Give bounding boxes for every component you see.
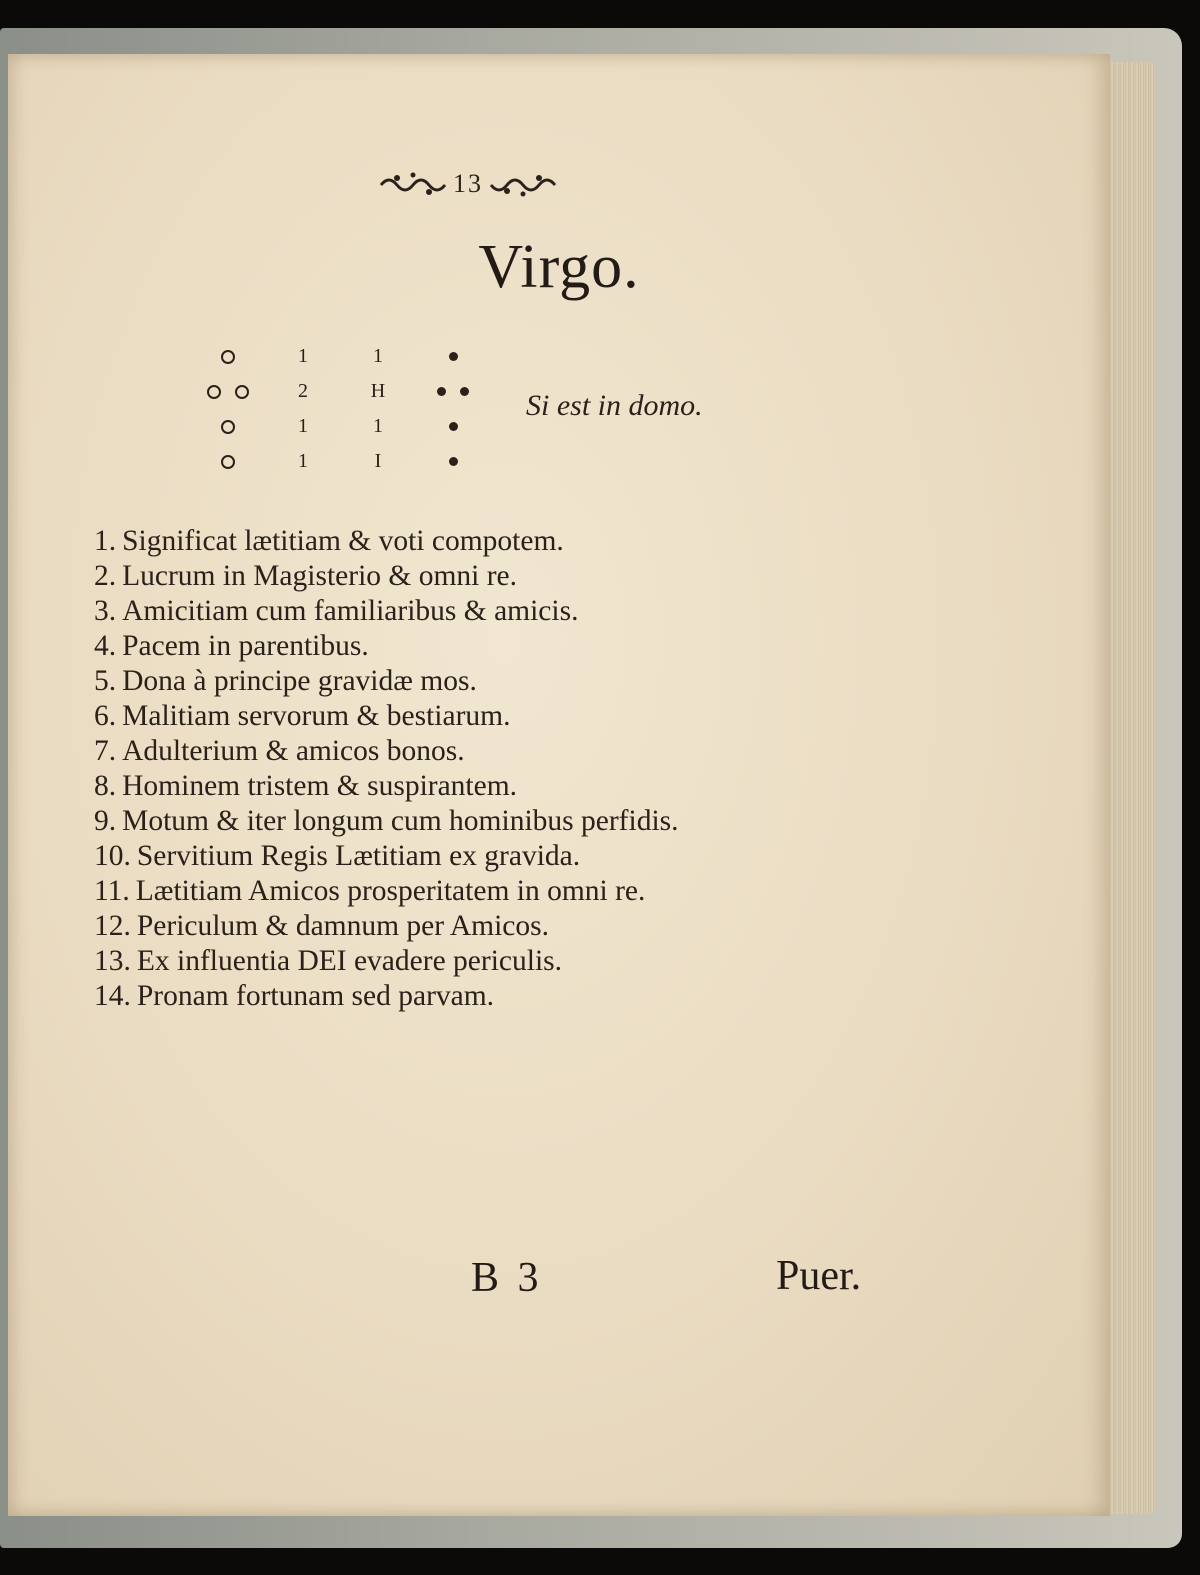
item-number: 8. — [94, 770, 117, 802]
item-number: 11. — [94, 875, 130, 907]
figure-cell: I — [374, 450, 382, 472]
list-item — [94, 909, 854, 944]
item-number: 12. — [94, 910, 131, 942]
list-item — [94, 594, 854, 629]
list-item — [94, 699, 854, 734]
point-icon — [437, 387, 446, 396]
list-item — [94, 559, 854, 594]
list-item — [94, 874, 854, 909]
point-icon — [449, 457, 458, 466]
point-icon — [449, 352, 458, 361]
item-number: 2. — [94, 560, 117, 592]
count-column-1 — [273, 339, 333, 479]
dot-column — [423, 339, 483, 479]
list-item — [94, 524, 854, 559]
figure-row — [423, 444, 483, 479]
item-text: Dona à principe gravidæ mos. — [122, 665, 477, 697]
item-text: Lucrum in Magisterio & omni re. — [122, 560, 518, 592]
signature-mark: B 3 — [471, 1255, 543, 1301]
geomantic-figure-column — [198, 339, 258, 479]
item-text: Malitiam servorum & bestiarum. — [122, 700, 511, 732]
list-item — [94, 979, 854, 1014]
figure-row — [198, 339, 258, 374]
point-icon — [207, 385, 221, 399]
item-text: Amicitiam cum familiaribus & amicis. — [122, 595, 579, 627]
list-item — [94, 734, 854, 769]
list-item — [94, 804, 854, 839]
point-icon — [221, 455, 235, 469]
item-text: Pronam fortunam sed parvam. — [136, 980, 495, 1012]
list-item — [94, 664, 854, 699]
item-text: Periculum & damnum per Amicos. — [136, 910, 549, 942]
figure-cell: 1 — [373, 345, 383, 367]
figure-cell: H — [370, 380, 386, 402]
item-number: 4. — [94, 630, 117, 662]
page-title: Virgo. — [478, 233, 640, 301]
list-item — [94, 769, 854, 804]
figure-row — [198, 444, 258, 479]
figure-cell: 1 — [298, 415, 308, 437]
figure-cell: 2 — [298, 380, 308, 402]
item-text: Servitium Regis Lætitiam ex gravida. — [136, 840, 581, 872]
item-number: 14. — [94, 980, 131, 1012]
item-text: Motum & iter longum cum hominibus perfidis. — [122, 805, 679, 837]
item-text: Hominem tristem & suspirantem. — [122, 770, 518, 802]
item-number: 6. — [94, 700, 117, 732]
point-icon — [460, 387, 469, 396]
figure-row — [423, 339, 483, 374]
item-text: Adulterium & amicos bonos. — [122, 735, 465, 767]
point-icon — [221, 420, 235, 434]
figure-row — [423, 409, 483, 444]
list-item — [94, 839, 854, 874]
significations-list — [94, 524, 854, 1014]
geomantic-figure-table — [198, 339, 498, 479]
point-icon — [449, 422, 458, 431]
figure-cell: 1 — [373, 415, 383, 437]
item-number: 9. — [94, 805, 117, 837]
list-item — [94, 944, 854, 979]
count-column-2 — [348, 339, 408, 479]
list-item — [94, 629, 854, 664]
figure-cell: 1 — [298, 450, 308, 472]
book-page — [8, 54, 1110, 1516]
item-number: 5. — [94, 665, 117, 697]
page-edges — [1104, 62, 1156, 1514]
item-text: Ex influentia DEI evadere periculis. — [136, 945, 562, 977]
figure-row — [423, 374, 483, 409]
item-text: Pacem in parentibus. — [122, 630, 369, 662]
item-text: Significat lætitiam & voti compotem. — [122, 525, 564, 557]
page-number: 13 — [453, 169, 483, 198]
item-number: 1. — [94, 525, 117, 557]
item-number: 3. — [94, 595, 117, 627]
point-icon — [235, 385, 249, 399]
catchword: Puer. — [776, 1253, 862, 1299]
headpiece — [358, 164, 578, 204]
house-label: Si est in domo. — [526, 389, 703, 422]
right-ornament-icon — [487, 169, 557, 199]
figure-row — [198, 409, 258, 444]
figure-row — [198, 374, 258, 409]
item-text: Lætitiam Amicos prosperitatem in omni re. — [135, 875, 646, 907]
left-ornament-icon — [379, 169, 449, 199]
item-number: 7. — [94, 735, 117, 767]
item-number: 13. — [94, 945, 131, 977]
point-icon — [221, 350, 235, 364]
figure-cell: 1 — [298, 345, 308, 367]
item-number: 10. — [94, 840, 131, 872]
